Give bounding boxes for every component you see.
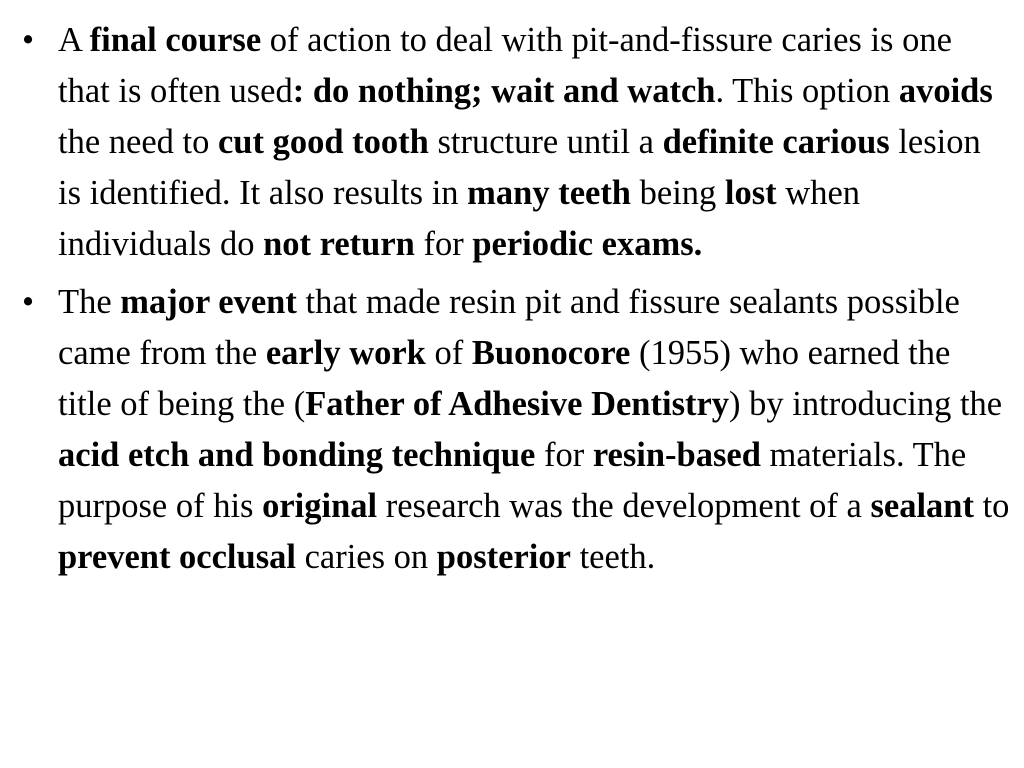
text-run: The — [58, 283, 121, 321]
bullet-text — [58, 21, 993, 263]
text-run: ) by introducing the — [729, 385, 1003, 423]
text-run: when individuals do — [58, 174, 861, 263]
bold-text-run: posterior — [436, 538, 571, 576]
text-run: for — [414, 225, 473, 263]
bullet-text — [58, 283, 1009, 576]
bold-text-run: Buonocore — [471, 334, 631, 372]
text-run: materials. The purpose of his — [58, 436, 967, 525]
bullet-item-1 — [22, 15, 1012, 270]
text-run: (1955) who earned the title of being the ( — [58, 334, 951, 423]
bold-text-run: sealant — [870, 487, 974, 525]
bold-text-run: periodic exams. — [472, 225, 703, 263]
text-run: caries on — [295, 538, 437, 576]
bold-text-run: acid etch and bonding technique — [58, 436, 536, 474]
bold-text-run: many teeth — [467, 174, 631, 212]
bold-text-run: original — [262, 487, 378, 525]
bold-text-run: final course — [89, 21, 262, 59]
bold-text-run: lost — [724, 174, 777, 212]
text-run: the need to — [58, 123, 218, 161]
bold-text-run: cut good tooth — [217, 123, 429, 161]
bullet-item-2 — [22, 277, 1012, 583]
bold-text-run: avoids — [898, 72, 993, 110]
text-run: that made resin pit and fissure sealants possible came from the — [58, 283, 960, 372]
text-run: to — [973, 487, 1010, 525]
bold-text-run: definite carious — [662, 123, 890, 161]
text-run: for — [535, 436, 593, 474]
text-run: of action to deal with pit-and-fissure caries is one that is often used — [58, 21, 952, 110]
bold-text-run: prevent occlusal — [58, 538, 296, 576]
text-run: teeth. — [570, 538, 656, 576]
text-run: being — [631, 174, 725, 212]
text-run: of — [425, 334, 472, 372]
bold-text-run: not return — [263, 225, 415, 263]
bold-text-run: major event — [120, 283, 297, 321]
bold-text-run: resin-based — [592, 436, 761, 474]
bold-text-run: Father of Adhesive Dentistry — [305, 385, 730, 423]
bullet-list — [22, 15, 1012, 590]
text-run: research was the development of a — [377, 487, 871, 525]
bold-text-run: : do nothing; wait and watch — [292, 72, 716, 110]
bold-text-run: early work — [265, 334, 426, 372]
text-run: . This option — [715, 72, 899, 110]
text-run: lesion is identified. It also results in — [58, 123, 981, 212]
text-run: structure until a — [428, 123, 663, 161]
text-run: A — [58, 21, 90, 59]
bullet-dot-icon: • — [22, 21, 35, 59]
bullet-dot-icon: • — [22, 283, 35, 321]
